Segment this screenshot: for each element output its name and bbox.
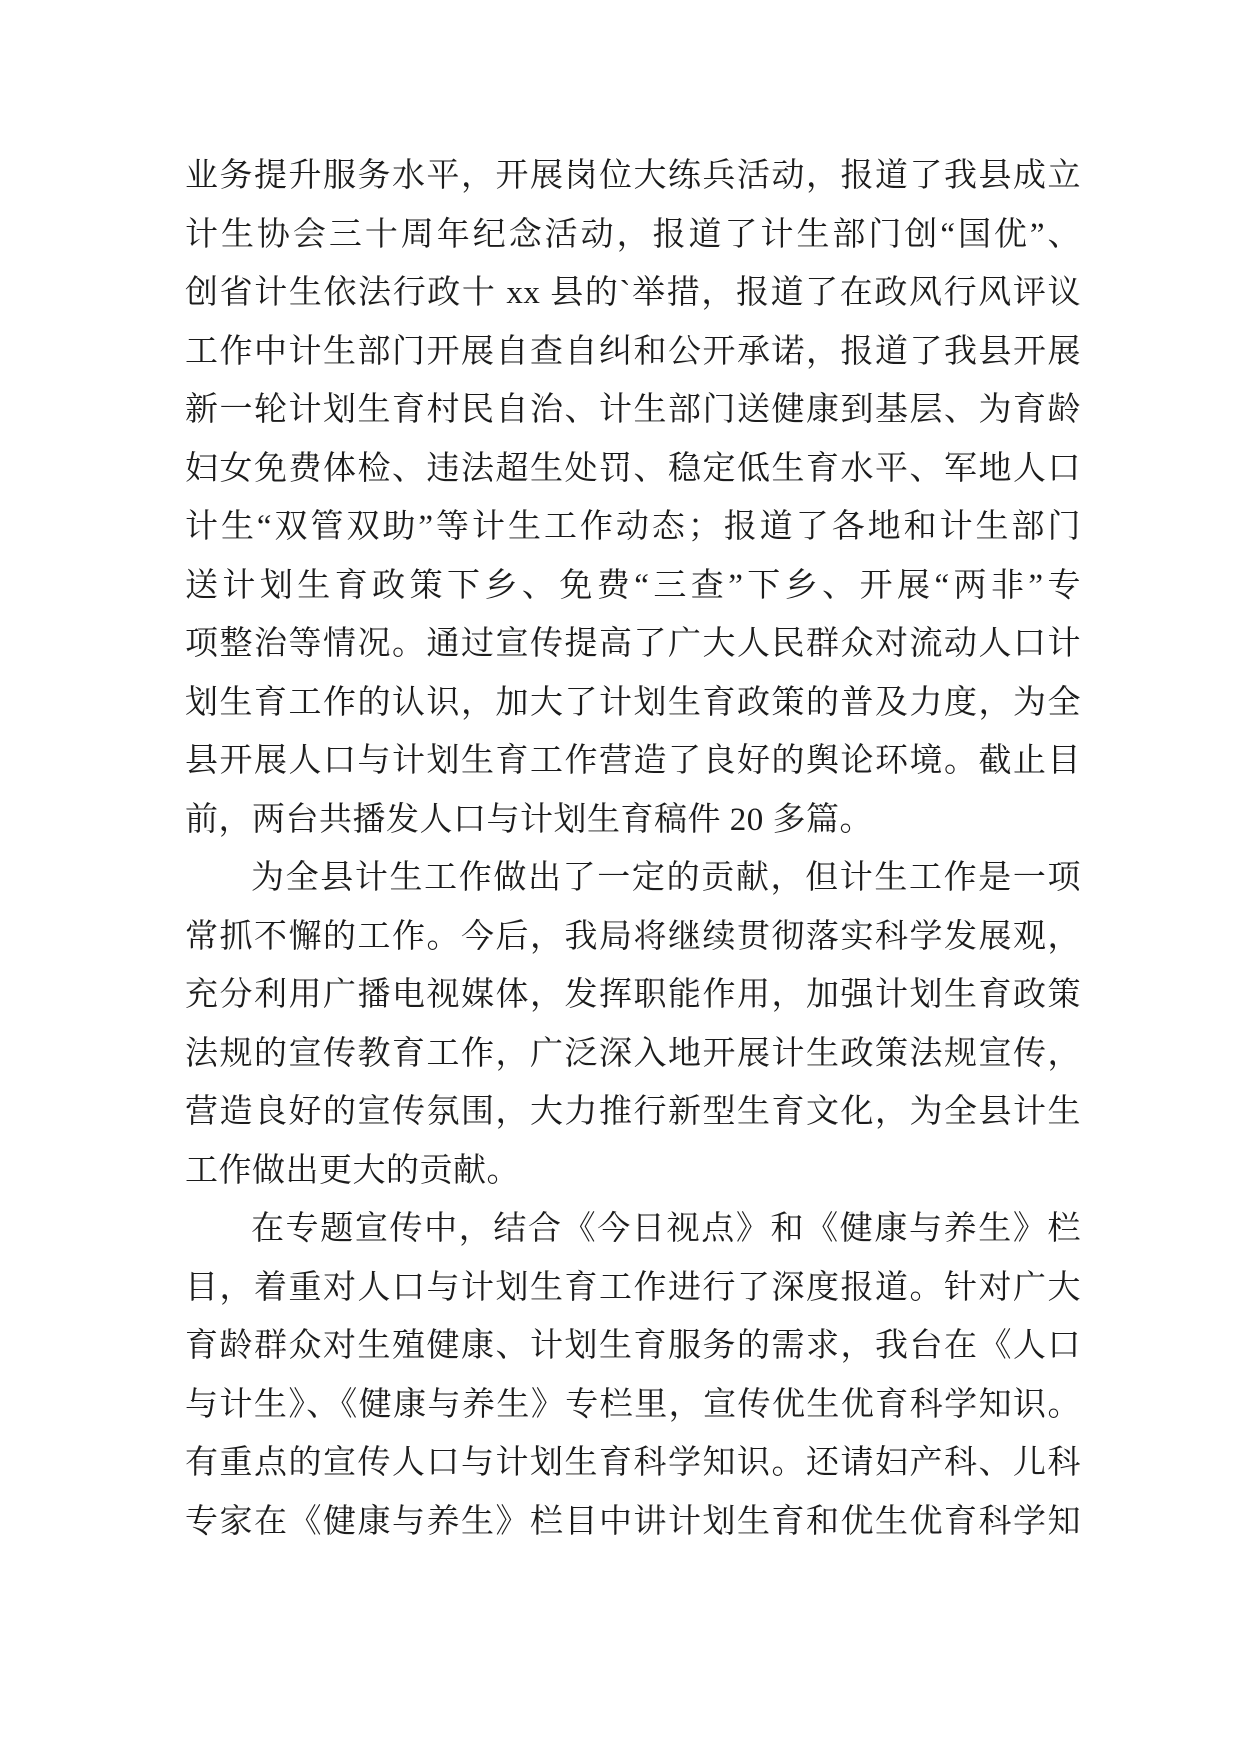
text-line: 营造良好的宣传氛围，大力推行新型生育文化，为全县计生 bbox=[185, 1094, 1081, 1130]
document-text-block bbox=[185, 147, 1081, 1551]
text-line: 项整治等情况。通过宣传提高了广大人民群众对流动人口计 bbox=[185, 626, 1081, 662]
text-line: 在专题宣传中，结合《今日视点》和《健康与养生》栏 bbox=[251, 1211, 1081, 1247]
text-line: 计生协会三十周年纪念活动，报道了计生部门创“国优”、 bbox=[185, 216, 1081, 253]
text-line: 育龄群众对生殖健康、计划生育服务的需求，我台在《人口 bbox=[185, 1328, 1081, 1364]
text-line: 创省计生依法行政十 xx 县的`举措，报道了在政风行风评议 bbox=[185, 275, 1081, 311]
text-line: 计生“双管双助”等计生工作动态；报道了各地和计生部门 bbox=[185, 509, 1081, 545]
text-line: 妇女免费体检、违法超生处罚、稳定低生育水平、军地人口 bbox=[185, 450, 1081, 487]
text-line: 县开展人口与计划生育工作营造了良好的舆论环境。截止目 bbox=[185, 743, 1081, 779]
text-line: 充分利用广播电视媒体，发挥职能作用，加强计划生育政策 bbox=[185, 977, 1081, 1013]
text-line: 新一轮计划生育村民自治、计生部门送健康到基层、为育龄 bbox=[185, 392, 1081, 428]
text-line: 前，两台共播发人口与计划生育稿件 20 多篇。 bbox=[185, 801, 873, 838]
text-line: 目，着重对人口与计划生育工作进行了深度报道。针对广大 bbox=[185, 1269, 1081, 1306]
text-line: 为全县计生工作做出了一定的贡献，但计生工作是一项 bbox=[251, 860, 1081, 896]
text-line: 业务提升服务水平，开展岗位大练兵活动，报道了我县成立 bbox=[185, 158, 1081, 194]
text-line: 常抓不懈的工作。今后，我局将继续贯彻落实科学发展观， bbox=[185, 918, 1081, 955]
text-line: 专家在《健康与养生》栏目中讲计划生育和优生优育科学知 bbox=[185, 1503, 1081, 1540]
text-line: 法规的宣传教育工作，广泛深入地开展计生政策法规宣传， bbox=[185, 1035, 1081, 1072]
text-line: 工作中计生部门开展自查自纠和公开承诺，报道了我县开展 bbox=[185, 333, 1081, 370]
text-line: 送计划生育政策下乡、免费“三查”下乡、开展“两非”专 bbox=[185, 567, 1081, 604]
text-line: 划生育工作的认识，加大了计划生育政策的普及力度，为全 bbox=[185, 684, 1081, 721]
text-line: 有重点的宣传人口与计划生育科学知识。还请妇产科、儿科 bbox=[185, 1445, 1081, 1481]
text-line: 与计生》、《健康与养生》专栏里，宣传优生优育科学知识。 bbox=[185, 1386, 1081, 1423]
text-line: 工作做出更大的贡献。 bbox=[185, 1152, 520, 1189]
